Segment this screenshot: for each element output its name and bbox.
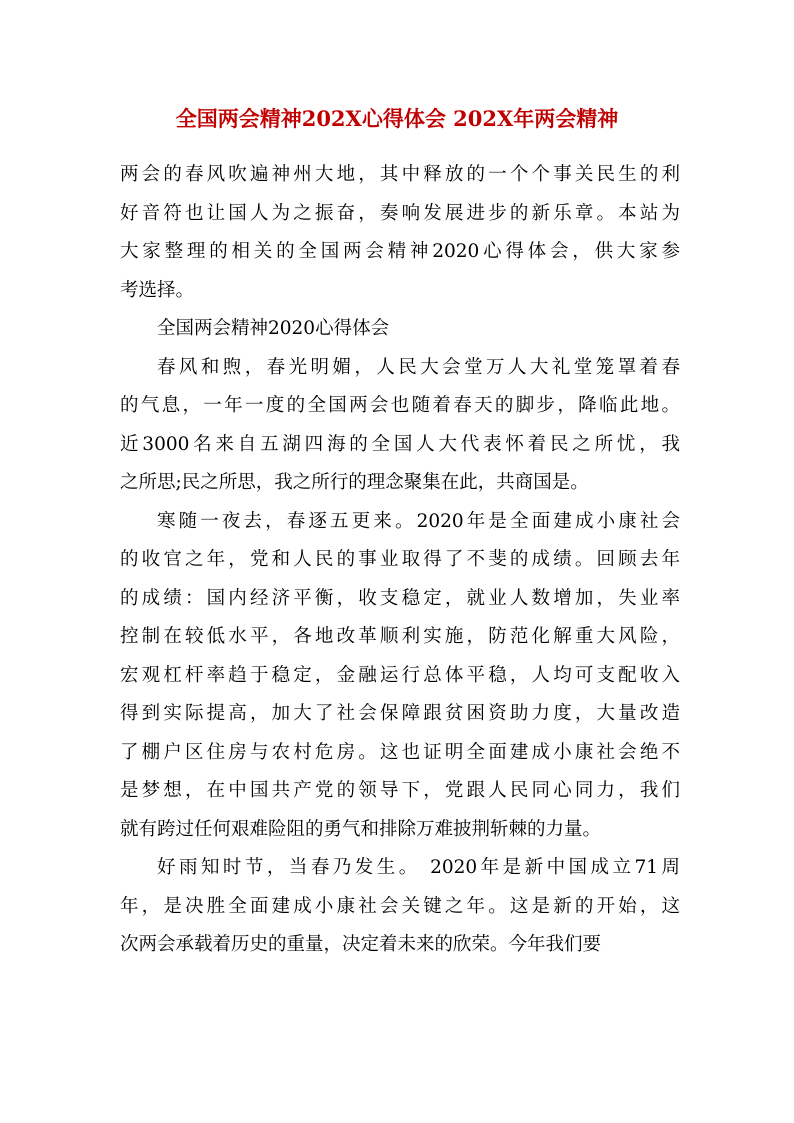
- text-line: 得到实际提高，加大了社会保障跟贫困资助力度，大量改造: [120, 703, 680, 724]
- text-line: 两会的春风吹遍神州大地，其中释放的一个个事关民生的利: [120, 164, 680, 185]
- text-line: 了棚户区住房与农村危房。这也证明全面建成小康社会绝不: [120, 741, 680, 763]
- text-line: 之所思;民之所思，我之所行的理念聚集在此，共商国是。: [120, 472, 589, 493]
- text-line: 就有跨过任何艰难险阻的勇气和排除万难披荆斩棘的力量。: [120, 818, 602, 840]
- text-line: 的收官之年，党和人民的事业取得了不斐的成绩。回顾去年: [120, 549, 680, 570]
- text-line: 控制在较低水平，各地改革顺利实施，防范化解重大风险，: [120, 626, 680, 647]
- text-line: 考选择。: [120, 279, 195, 301]
- text-line: 好音符也让国人为之振奋，奏响发展进步的新乐章。本站为: [120, 202, 680, 224]
- paragraph: [120, 156, 680, 310]
- text-line: 年，是决胜全面建成小康社会关键之年。这是新的开始，这: [120, 895, 680, 917]
- text-line: 近3000名来自五湖四海的全国人大代表怀着民之所忧，我: [120, 433, 680, 455]
- text-line: 春风和煦，春光明媚，人民大会堂万人大礼堂笼罩着春: [157, 356, 680, 378]
- text-line: 的成绩：国内经济平衡，收支稳定，就业人数增加，失业率: [120, 587, 680, 609]
- paragraph: [120, 503, 680, 850]
- text-line: 宏观杠杆率趋于稳定，金融运行总体平稳，人均可支配收入: [120, 664, 680, 686]
- paragraph: [120, 849, 680, 965]
- document-body: [120, 156, 680, 965]
- paragraph: [120, 310, 680, 349]
- text-line: 全国两会精神2020心得体会: [157, 318, 390, 339]
- text-line: 次两会承载着历史的重量，决定着未来的欣荣。今年我们要: [120, 934, 602, 955]
- text-line: 大家整理的相关的全国两会精神2020心得体会，供大家参: [120, 241, 680, 262]
- text-line: 好雨知时节，当春乃发生。 2020年是新中国成立71周: [157, 857, 680, 878]
- paragraph: [120, 349, 680, 503]
- text-line: 寒随一夜去，春逐五更来。2020年是全面建成小康社会: [157, 510, 680, 532]
- document-title: 全国两会精神202X心得体会 202X年两会精神: [175, 106, 619, 131]
- text-line: 是梦想，在中国共产党的领导下，党跟人民同心同力，我们: [120, 780, 680, 801]
- text-line: 的气息，一年一度的全国两会也随着春天的脚步，降临此地。: [120, 395, 680, 416]
